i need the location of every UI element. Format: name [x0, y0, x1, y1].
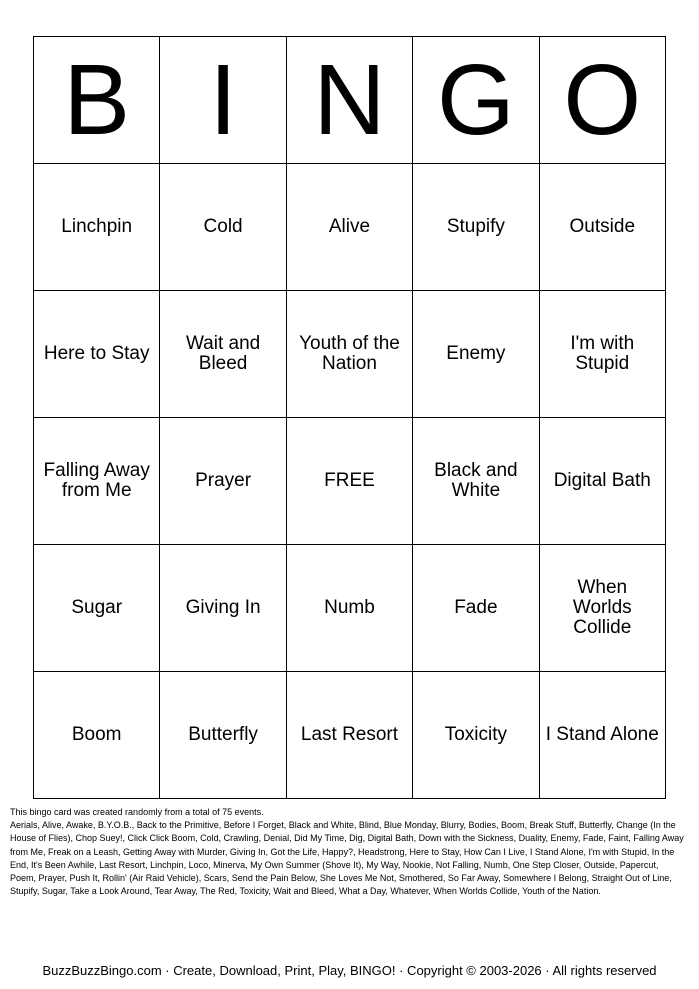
- event-list-intro: This bingo card was created randomly from a total of 75 events.: [10, 807, 264, 817]
- bingo-cell: Butterfly: [160, 672, 286, 799]
- bingo-cell: Prayer: [160, 418, 286, 545]
- header-letter-o: O: [539, 37, 665, 164]
- bingo-cell: Giving In: [160, 545, 286, 672]
- bingo-cell: Sugar: [34, 545, 160, 672]
- bingo-row-4: [34, 545, 666, 672]
- event-list: [10, 806, 686, 898]
- bingo-cell: Fade: [413, 545, 539, 672]
- bingo-cell: Digital Bath: [539, 418, 665, 545]
- header-letter-g: G: [413, 37, 539, 164]
- bingo-cell: Enemy: [413, 291, 539, 418]
- bingo-cell: Toxicity: [413, 672, 539, 799]
- bingo-cell: Numb: [286, 545, 412, 672]
- bingo-cell: Boom: [34, 672, 160, 799]
- header-letter-n: N: [286, 37, 412, 164]
- bingo-cell: Cold: [160, 164, 286, 291]
- bingo-cell: Last Resort: [286, 672, 412, 799]
- header-letter-b: B: [34, 37, 160, 164]
- bingo-cell: Outside: [539, 164, 665, 291]
- bingo-cell: Youth of the Nation: [286, 291, 412, 418]
- bingo-cell: Alive: [286, 164, 412, 291]
- bingo-card: [33, 36, 666, 799]
- bingo-cell: I'm with Stupid: [539, 291, 665, 418]
- bingo-cell: Black and White: [413, 418, 539, 545]
- header-letter-i: I: [160, 37, 286, 164]
- bingo-row-2: [34, 291, 666, 418]
- bingo-row-1: [34, 164, 666, 291]
- event-list-items: Aerials, Alive, Awake, B.Y.O.B., Back to the Primitive, Before I Forget, Black and White, Blind, Blue Monday, Blurry, Bodies, Boom, Break Stuff, Butterfly, Change (In the House of Flies), Chop Suey!, Click Click Boom, Cold, Crawling, Denial, Did My Time, Dig, Digital Bath, Down with the Sickness, Duality, Enemy, Fade, Faint, Falling Away from Me, Freak on a Leash, Getting Away with Murder, Giving In, Got the Life, Happy?, Headstrong, Here to Stay, How Can I Live, I Stand Alone, I'm with Stupid, In the End, It's Been Awhile, Last Resort, Linchpin, Loco, Minerva, My Own Summer (Shove It), My Way, Nookie, Not Falling, Numb, One Step Closer, Outside, Papercut, Poem, Prayer, Push It, Rollin' (Air Raid Vehicle), Scars, Send the Pain Below, She Loves Me Not, Smothered, So Far Away, Somewhere I Belong, Straight Out of Line, Stupify, Sugar, Take a Look Around, Tear Away, The Red, Toxicity, Wait and Bleed, What a Day, Whatever, When Worlds Collide, Youth of the Nation.: [10, 820, 684, 897]
- bingo-cell: Stupify: [413, 164, 539, 291]
- footer-copyright: BuzzBuzzBingo.com · Create, Download, Print, Play, BINGO! · Copyright © 2003-2026 · All rights reserved: [42, 963, 657, 978]
- bingo-cell: When Worlds Collide: [539, 545, 665, 672]
- bingo-cell: I Stand Alone: [539, 672, 665, 799]
- bingo-header-row: [34, 37, 666, 164]
- bingo-cell: Here to Stay: [34, 291, 160, 418]
- bingo-free-cell: FREE: [286, 418, 412, 545]
- bingo-cell: Falling Away from Me: [34, 418, 160, 545]
- bingo-row-5: [34, 672, 666, 799]
- bingo-cell: Linchpin: [34, 164, 160, 291]
- bingo-cell: Wait and Bleed: [160, 291, 286, 418]
- bingo-row-3: [34, 418, 666, 545]
